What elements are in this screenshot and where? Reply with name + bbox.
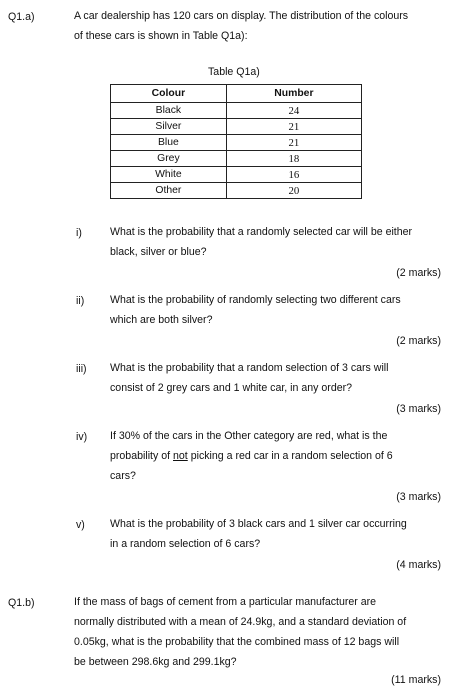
cell-number: 24 — [226, 103, 361, 119]
table-header-row — [111, 85, 362, 103]
part-i-line2: black, silver or blue? — [110, 246, 207, 258]
part-v-line1: What is the probability of 3 black cars and 1 silver car occurring — [110, 518, 407, 530]
table-row — [111, 103, 362, 119]
cell-number: 16 — [226, 167, 361, 183]
cell-colour: Other — [111, 183, 227, 199]
table-row — [111, 167, 362, 183]
part-iv-line1: If 30% of the cars in the Other category are red, what is the — [110, 430, 388, 442]
part-ii-line1: What is the probability of randomly selecting two different cars — [110, 294, 401, 306]
cell-colour: Grey — [111, 151, 227, 167]
table-row — [111, 135, 362, 151]
part-label-v: v) — [76, 519, 85, 531]
table-row — [111, 151, 362, 167]
question-number-q1a: Q1.a) — [8, 11, 35, 23]
part-i-text — [110, 222, 442, 262]
part-iv-line2 — [110, 446, 442, 466]
part-iii-marks: (3 marks) — [396, 403, 441, 415]
part-iv-line2-pre: probability of — [110, 450, 174, 462]
q1b-text — [74, 592, 442, 672]
part-i-marks: (2 marks) — [396, 267, 441, 279]
cell-colour: Black — [111, 103, 227, 119]
cell-colour: Blue — [111, 135, 227, 151]
q1b-line3: 0.05kg, what is the probability that the combined mass of 12 bags will — [74, 636, 400, 648]
part-iii-text — [110, 358, 442, 398]
underlined-not: not — [173, 450, 188, 462]
q1b-marks: (11 marks) — [391, 674, 441, 686]
cell-colour: White — [111, 167, 227, 183]
part-iii-line2: consist of 2 grey cars and 1 white car, in any order? — [110, 382, 353, 394]
part-v-marks: (4 marks) — [396, 559, 441, 571]
cell-number: 18 — [226, 151, 361, 167]
part-v-text — [110, 514, 442, 554]
part-iv-marks: (3 marks) — [396, 491, 441, 503]
cell-number: 21 — [226, 135, 361, 151]
q1a-intro — [74, 6, 442, 46]
q1b-line1: If the mass of bags of cement from a particular manufacturer are — [74, 596, 377, 608]
q1a-intro-line1: A car dealership has 120 cars on display. The distribution of the colours — [74, 10, 409, 22]
cell-colour: Silver — [111, 119, 227, 135]
part-iii-line1: What is the probability that a random selection of 3 cars will — [110, 362, 389, 374]
cell-number: 21 — [226, 119, 361, 135]
question-number-q1b: Q1.b) — [8, 597, 35, 609]
part-iv-line2-post: picking a red car in a random selection of 6 — [187, 450, 393, 462]
part-iv-text — [110, 426, 442, 486]
part-i-line1: What is the probability that a randomly selected car will be either — [110, 226, 413, 238]
table-row — [111, 183, 362, 199]
part-v-line2: in a random selection of 6 cars? — [110, 538, 261, 550]
q1a-intro-line2: of these cars is shown in Table Q1a): — [74, 30, 248, 42]
column-header-number: Number — [226, 85, 361, 103]
part-iv-line3: cars? — [110, 470, 136, 482]
column-header-colour: Colour — [111, 85, 227, 103]
part-label-iii: iii) — [76, 363, 87, 375]
table-row — [111, 119, 362, 135]
part-label-ii: ii) — [76, 295, 85, 307]
part-ii-line2: which are both silver? — [110, 314, 213, 326]
part-label-iv: iv) — [76, 431, 88, 443]
cell-number: 20 — [226, 183, 361, 199]
colour-distribution-table — [110, 84, 362, 199]
q1b-line2: normally distributed with a mean of 24.9kg, and a standard deviation of — [74, 616, 407, 628]
table-caption: Table Q1a) — [208, 66, 260, 78]
part-ii-text — [110, 290, 442, 330]
part-ii-marks: (2 marks) — [396, 335, 441, 347]
part-label-i: i) — [76, 227, 82, 239]
q1b-line4: be between 298.6kg and 299.1kg? — [74, 656, 237, 668]
